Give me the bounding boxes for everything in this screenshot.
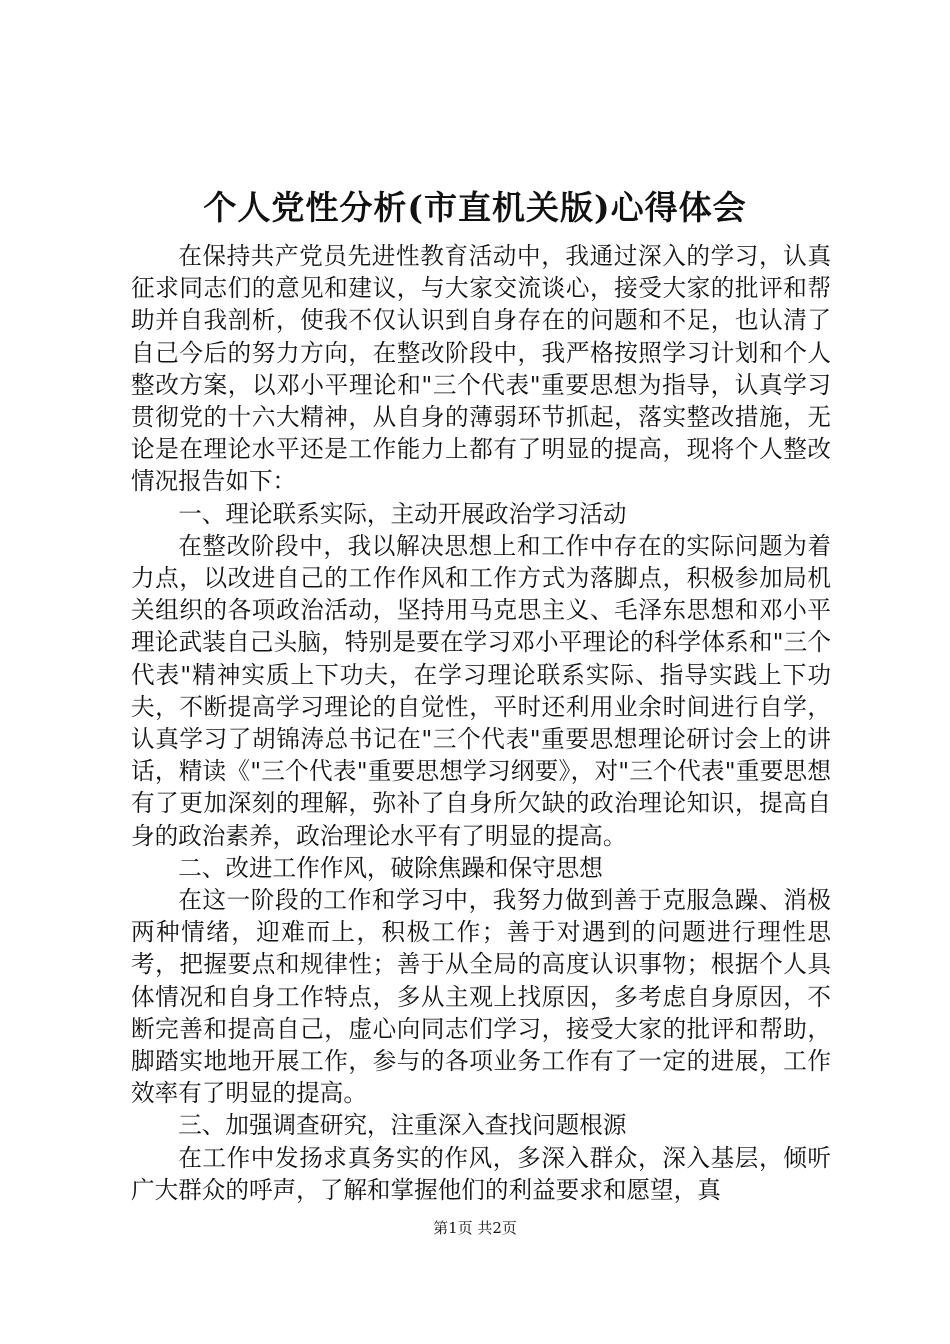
document-title: 个人党性分析(市直机关版)心得体会: [203, 188, 747, 227]
page-footer: 第1页 共2页: [433, 1219, 517, 1237]
section-heading-1: 一、理论联系实际，主动开展政治学习活动: [178, 499, 627, 528]
section-heading-3: 三、加强调查研究，注重深入查找问题根源: [178, 1111, 627, 1140]
document-body: [131, 240, 831, 1206]
paragraph-section-2: 在这一阶段的工作和学习中，我努力做到善于克服急躁、消极两种情绪，迎难而上，积极工作；善于对遇到的问题进行理性思考，把握要点和规律性；善于从全局的高度认识事物；根据个人具体情况和自身工作特点，多从主观上找原因，多考虑自身原因，不断完善和提高自己，虚心向同志们学习，接受大家的批评和帮助，脚踏实地地开展工作，参与的各项业务工作有了一定的进展，工作效率有了明显的提高。: [131, 886, 831, 1108]
paragraph-section-3: 在工作中发扬求真务实的作风，多深入群众，深入基层，倾听广大群众的呼声，了解和掌握他们的利益要求和愿望，真: [131, 1143, 831, 1204]
section-heading-2: 二、改进工作作风，破除焦躁和保守思想: [178, 853, 603, 882]
paragraph-section-1: 在整改阶段中，我以解决思想上和工作中存在的实际问题为着力点，以改进自己的工作作风和工作方式为落脚点，积极参加局机关组织的各项政治活动，坚持用马克思主义、毛泽东思想和邓小平理论武装自己头脑，特别是要在学习邓小平理论的科学体系和"三个代表"精神实质上下功夫，在学习理论联系实际、指导实践上下功夫，不断提高学习理论的自觉性，平时还利用业余时间进行自学，认真学习了胡锦涛总书记在"三个代表"重要思想理论研讨会上的讲话，精读《"三个代表"重要思想学习纲要》，对"三个代表"重要思想有了更加深刻的理解，弥补了自身所欠缺的政治理论知识，提高自身的政治素养，政治理论水平有了明显的提高。: [131, 531, 831, 850]
paragraph-intro: 在保持共产党员先进性教育活动中，我通过深入的学习，认真征求同志们的意见和建议，与大家交流谈心，接受大家的批评和帮助并自我剖析，使我不仅认识到自身存在的问题和不足，也认清了自己今后的努力方向，在整改阶段中，我严格按照学习计划和个人整改方案，以邓小平理论和"三个代表"重要思想为指导，认真学习贯彻党的十六大精神，从自身的薄弱环节抓起，落实整改措施，无论是在理论水平还是工作能力上都有了明显的提高，现将个人整改情况报告如下：: [131, 242, 831, 496]
